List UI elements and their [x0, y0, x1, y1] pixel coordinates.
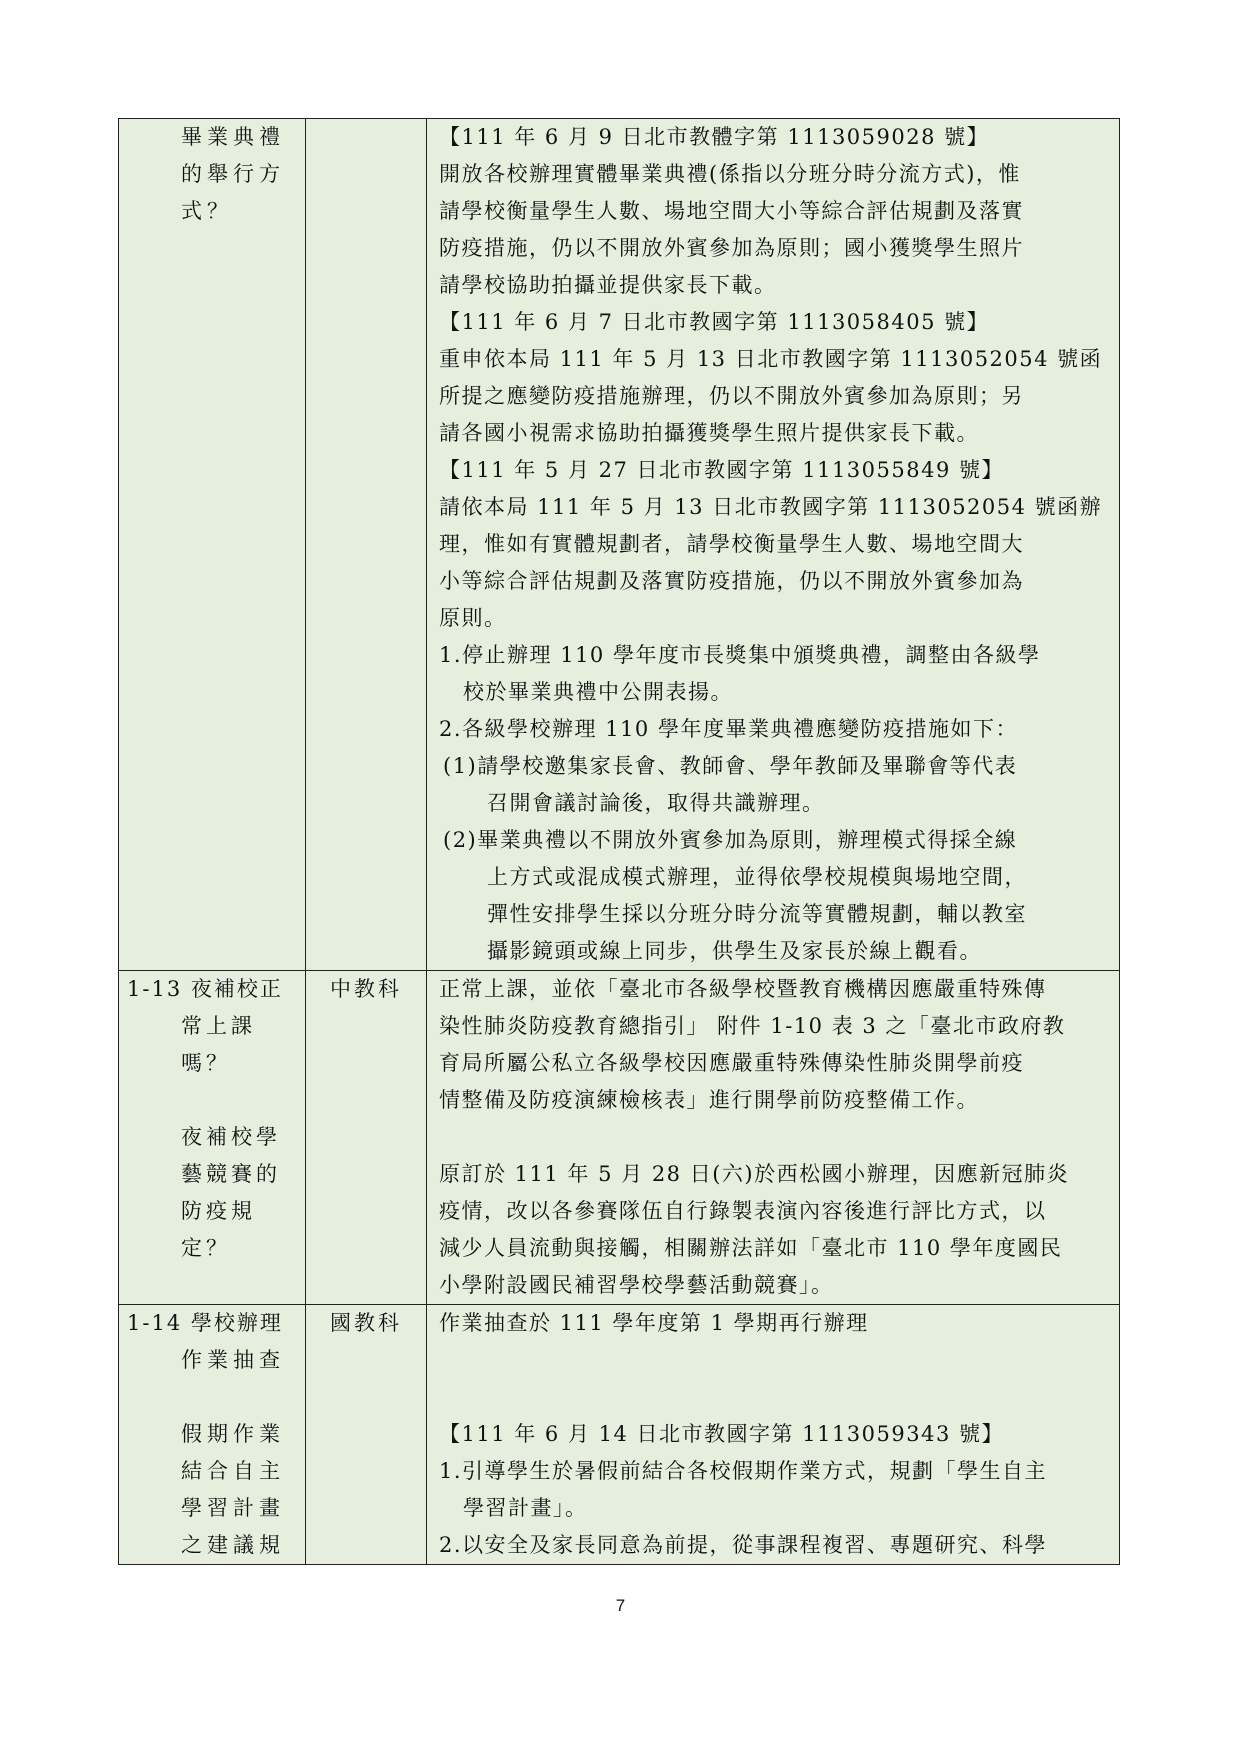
spacer: [427, 1379, 1119, 1416]
department-cell: [306, 119, 427, 971]
content-line: 理，惟如有實體規劃者，請學校衡量學生人數、場地空間大: [439, 532, 1024, 556]
topic-line: 結合自主: [181, 1459, 285, 1483]
topic-line: 常上課: [181, 1014, 256, 1038]
content-line: 【111 年 6 月 9 日北市教體字第 1113059028 號】: [439, 125, 990, 149]
content-line: 小等綜合評估規劃及落實防疫措施，仍以不開放外賓參加為: [439, 569, 1024, 593]
department-label: 中教科: [330, 977, 402, 1001]
topic-line: 假期作業: [181, 1422, 285, 1446]
content-line: (2)畢業典禮以不開放外賓參加為原則，辦理模式得採全線: [443, 828, 1018, 852]
content-line: 開放各校辦理實體畢業典禮(係指以分班分時分流方式)，惟: [439, 162, 1021, 186]
spacer: [119, 1379, 305, 1416]
content-line: 校於畢業典禮中公開表揚。: [463, 680, 733, 704]
topic-cell: [119, 119, 306, 971]
topic-line: 學習計畫: [181, 1496, 285, 1520]
topic-line: 定？: [181, 1236, 231, 1260]
content-cell: [427, 971, 1120, 1305]
content-line: 所提之應變防疫措施辦理，仍以不開放外賓參加為原則；另: [439, 384, 1024, 408]
content-line: 作業抽查於 111 學年度第 1 學期再行辦理: [439, 1311, 869, 1335]
topic-line: 作業抽查: [181, 1348, 285, 1372]
department-label: 國教科: [330, 1311, 402, 1335]
topic-line: 之建議規: [181, 1533, 285, 1557]
content-line: 請學校衡量學生人數、場地空間大小等綜合評估規劃及落實: [439, 199, 1024, 223]
page-number: 7: [615, 1596, 626, 1615]
content-line: 請學校協助拍攝並提供家長下載。: [439, 273, 777, 297]
topic-line: 式？: [181, 199, 233, 223]
content-line: 請各國小視需求協助拍攝獲獎學生照片提供家長下載。: [439, 421, 979, 445]
topic-line: 夜補校學: [181, 1125, 281, 1149]
content-line: 2.各級學校辦理 110 學年度畢業典禮應變防疫措施如下：: [439, 717, 1018, 741]
content-cell: [427, 119, 1120, 971]
content-line: 【111 年 5 月 27 日北市教國字第 1113055849 號】: [439, 458, 1004, 482]
department-label: [306, 119, 426, 156]
table-row: [119, 971, 1120, 1305]
content-cell: [427, 1305, 1120, 1565]
topic-line: 1-14 學校辦理: [127, 1311, 283, 1335]
department-cell: [306, 971, 427, 1305]
spacer: [119, 1082, 305, 1119]
spacer: [427, 1342, 1119, 1379]
content-line: 疫情，改以各參賽隊伍自行錄製表演內容後進行評比方式，以: [439, 1199, 1047, 1223]
content-line: (1)請學校邀集家長會、教師會、學年教師及畢聯會等代表: [443, 754, 1018, 778]
content-line: 防疫措施，仍以不開放外賓參加為原則；國小獲獎學生照片: [439, 236, 1024, 260]
topic-cell: [119, 1305, 306, 1565]
table-row: [119, 1305, 1120, 1565]
topic-line: 防疫規: [181, 1199, 256, 1223]
topic-line: 藝競賽的: [181, 1162, 281, 1186]
topic-line: 畢業典禮: [181, 125, 285, 149]
content-line: 攝影鏡頭或線上同步，供學生及家長於線上觀看。: [487, 939, 982, 963]
content-line: 正常上課，並依「臺北市各級學校暨教育機構因應嚴重特殊傳: [439, 977, 1047, 1001]
content-line: 情整備及防疫演練檢核表」進行開學前防疫整備工作。: [439, 1088, 979, 1112]
content-line: 1.引導學生於暑假前結合各校假期作業方式，規劃「學生自主: [439, 1459, 1048, 1483]
content-line: 彈性安排學生採以分班分時分流等實體規劃，輔以教室: [487, 902, 1027, 926]
topic-cell: [119, 971, 306, 1305]
qa-table: [118, 118, 1120, 1565]
table-row: [119, 119, 1120, 971]
content-line: 【111 年 6 月 14 日北市教國字第 1113059343 號】: [439, 1422, 1004, 1446]
content-line: 育局所屬公私立各級學校因應嚴重特殊傳染性肺炎開學前疫: [439, 1051, 1024, 1075]
content-line: 2.以安全及家長同意為前提，從事課程複習、專題研究、科學: [439, 1533, 1048, 1557]
content-line: 學習計畫」。: [463, 1496, 588, 1520]
topic-line: 的舉行方: [181, 162, 285, 186]
department-cell: [306, 1305, 427, 1565]
content-line: 召開會議討論後，取得共識辦理。: [487, 791, 825, 815]
content-line: 減少人員流動與接觸，相關辦法詳如「臺北市 110 學年度國民: [439, 1236, 1063, 1260]
content-line: 【111 年 6 月 7 日北市教國字第 1113058405 號】: [439, 310, 990, 334]
content-line: 上方式或混成模式辦理，並得依學校規模與場地空間，: [487, 865, 1027, 889]
content-line: 染性肺炎防疫教育總指引」 附件 1-10 表 3 之「臺北市政府教: [439, 1014, 1066, 1038]
content-line: 原訂於 111 年 5 月 28 日(六)於西松國小辦理，因應新冠肺炎: [439, 1162, 1070, 1186]
content-line: 請依本局 111 年 5 月 13 日北市教國字第 1113052054 號函辦: [439, 495, 1103, 519]
content-line: 小學附設國民補習學校學藝活動競賽」。: [439, 1273, 834, 1297]
content-line: 1.停止辦理 110 學年度市長獎集中頒獎典禮，調整由各級學: [439, 643, 1041, 667]
content-line: 重申依本局 111 年 5 月 13 日北市教國字第 1113052054 號函: [439, 347, 1103, 371]
topic-line: 1-13 夜補校正: [127, 977, 283, 1001]
spacer: [427, 1119, 1119, 1156]
content-line: 原則。: [439, 606, 507, 630]
topic-line: 嗎？: [181, 1051, 231, 1075]
